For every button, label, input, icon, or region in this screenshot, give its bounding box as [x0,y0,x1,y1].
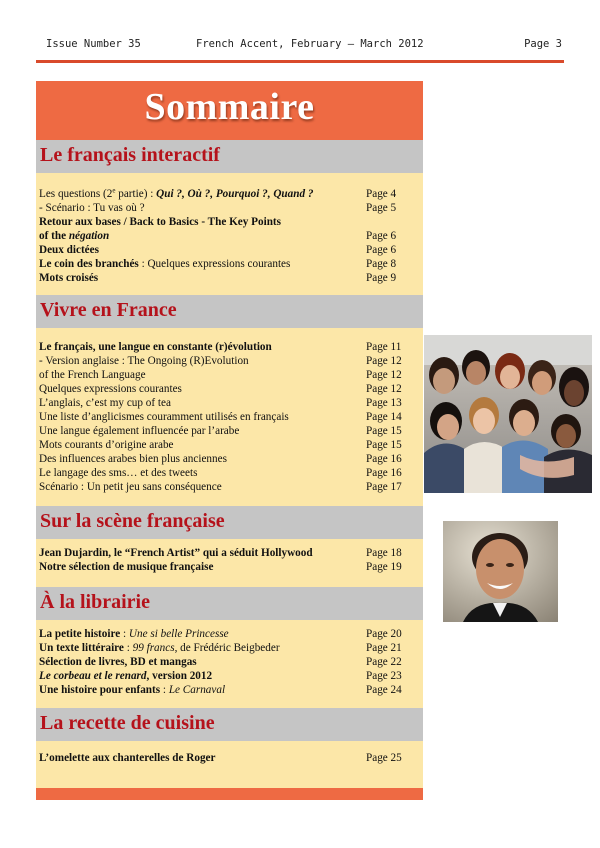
toc-entry[interactable] [39,751,419,765]
section-heading-francais-interactif [36,140,423,173]
toc-entry-text: Retour aux bases / Back to Basics - The Key Points [39,216,281,228]
publication-title: French Accent, February – March 2012 [196,38,424,50]
toc-entry[interactable] [39,424,419,438]
section-list-recette-cuisine [39,751,419,765]
toc-entry-page: Page 15 [366,439,402,451]
section-heading-recette-cuisine [36,708,423,741]
toc-entry[interactable] [39,340,419,354]
toc-entry-page: Page 13 [366,397,402,409]
toc-entry-page: Page 16 [366,467,402,479]
toc-entry-text: Mots croisés [39,272,99,284]
toc-entry-page: Page 9 [366,272,397,284]
toc-entry-page: Page 15 [366,425,402,437]
title-bar [36,81,423,140]
toc-entry-text: Des influences arabes bien plus anciennes [39,453,227,465]
toc-entry-page: Page 4 [366,188,397,200]
toc-entry[interactable] [39,627,419,641]
toc-entry[interactable] [39,546,419,560]
toc-entry-text: Quelques expressions courantes [39,383,182,395]
section-list-vivre-en-france [39,340,419,494]
toc-entry-page: Page 6 [366,230,397,242]
toc-entry-page: Page 6 [366,244,397,256]
toc-entry-text: of the French Language [39,369,146,381]
toc-entry-page: Page 22 [366,656,402,668]
toc-entry-text: Notre sélection de musique française [39,561,214,573]
toc-entry-page: Page 11 [366,341,402,353]
toc-entry-page: Page 25 [366,752,402,764]
smiling-man-portrait-photo [443,521,558,622]
section-heading-label: La recette de cuisine [40,712,215,734]
toc-entry[interactable] [39,641,419,655]
section-heading-label: Le français interactif [40,144,220,166]
section-heading-scene-francaise [36,506,423,539]
toc-entry-text: Scénario : Un petit jeu sans conséquence [39,481,222,493]
toc-entry-text: Le langage des sms… et des tweets [39,467,198,479]
toc-entry-page: Page 18 [366,547,402,559]
toc-entry-page: Page 20 [366,628,402,640]
section-list-librairie [39,627,419,697]
toc-entry[interactable] [39,187,419,201]
section-heading-vivre-en-france [36,295,423,328]
toc-entry-text: Mots courants d’origine arabe [39,439,174,451]
toc-entry-text: of the négation [39,230,110,242]
toc-entry-text: Les questions (2e partie) : Qui ?, Où ?, Pourquoi ?, Quand ? [39,186,314,200]
toc-entry-text: - Scénario : Tu vas où ? [39,202,145,214]
toc-entry-text: Deux dictées [39,244,99,256]
toc-entry[interactable] [39,396,419,410]
toc-entry[interactable] [39,410,419,424]
toc-entry-page: Page 23 [366,670,402,682]
toc-entry-page: Page 19 [366,561,402,573]
section-heading-librairie [36,587,423,620]
toc-entry[interactable] [39,683,419,697]
toc-entry-page: Page 21 [366,642,402,654]
section-list-scene-francaise [39,546,419,574]
toc-entry-text: L’omelette aux chanterelles de Roger [39,752,216,764]
page-header [46,38,562,54]
bottom-accent-bar [36,788,423,800]
toc-entry[interactable] [39,655,419,669]
toc-entry-text: La petite histoire : Une si belle Princesse [39,628,229,640]
section-heading-label: À la librairie [40,591,150,613]
toc-entry[interactable] [39,466,419,480]
header-divider [36,60,564,63]
toc-entry[interactable] [39,438,419,452]
toc-entry-text: Le français, une langue en constante (r)évolution [39,341,272,353]
toc-entry-text: Un texte littéraire : 99 francs, de Frédéric Beigbeder [39,642,280,654]
toc-entry[interactable] [39,201,419,215]
section-list-francais-interactif [39,187,419,285]
toc-entry-page: Page 12 [366,355,402,367]
section-heading-label: Vivre en France [40,299,177,321]
section-heading-label: Sur la scène française [40,510,225,532]
toc-entry-page: Page 12 [366,383,402,395]
toc-entry-text: Le coin des branchés : Quelques expressions courantes [39,258,291,270]
toc-entry-text: Une histoire pour enfants : Le Carnaval [39,684,226,696]
toc-entry-page: Page 16 [366,453,402,465]
toc-entry[interactable] [39,271,419,285]
toc-entry[interactable] [39,560,419,574]
toc-entry[interactable] [39,257,419,271]
toc-entry-text: Le corbeau et le renard, version 2012 [39,670,213,682]
toc-entry-text: Jean Dujardin, le “French Artist” qui a séduit Hollywood [39,547,313,559]
toc-entry-page: Page 24 [366,684,402,696]
toc-entry-page: Page 14 [366,411,402,423]
toc-entry-page: Page 17 [366,481,402,493]
toc-entry[interactable] [39,480,419,494]
page-title: Sommaire [144,86,315,128]
group-of-young-people-photo [424,335,592,493]
toc-entry[interactable] [39,229,419,243]
toc-entry[interactable] [39,215,419,229]
toc-entry[interactable] [39,382,419,396]
toc-entry-page: Page 12 [366,369,402,381]
toc-entry[interactable] [39,452,419,466]
toc-entry-page: Page 5 [366,202,397,214]
toc-entry-text: Une langue également influencée par l’arabe [39,425,240,437]
toc-entry-text: - Version anglaise : The Ongoing (R)Evolution [39,355,249,367]
toc-entry[interactable] [39,243,419,257]
page-number: Page 3 [524,38,562,50]
contents-panel [36,81,423,800]
toc-entry-text: L’anglais, c’est my cup of tea [39,397,171,409]
toc-entry-text: Sélection de livres, BD et mangas [39,656,197,668]
toc-entry[interactable] [39,354,419,368]
toc-entry-text: Une liste d’anglicismes couramment utilisés en français [39,411,289,423]
toc-entry[interactable] [39,368,419,382]
toc-entry[interactable] [39,669,419,683]
issue-number: Issue Number 35 [46,38,141,50]
toc-entry-page: Page 8 [366,258,397,270]
